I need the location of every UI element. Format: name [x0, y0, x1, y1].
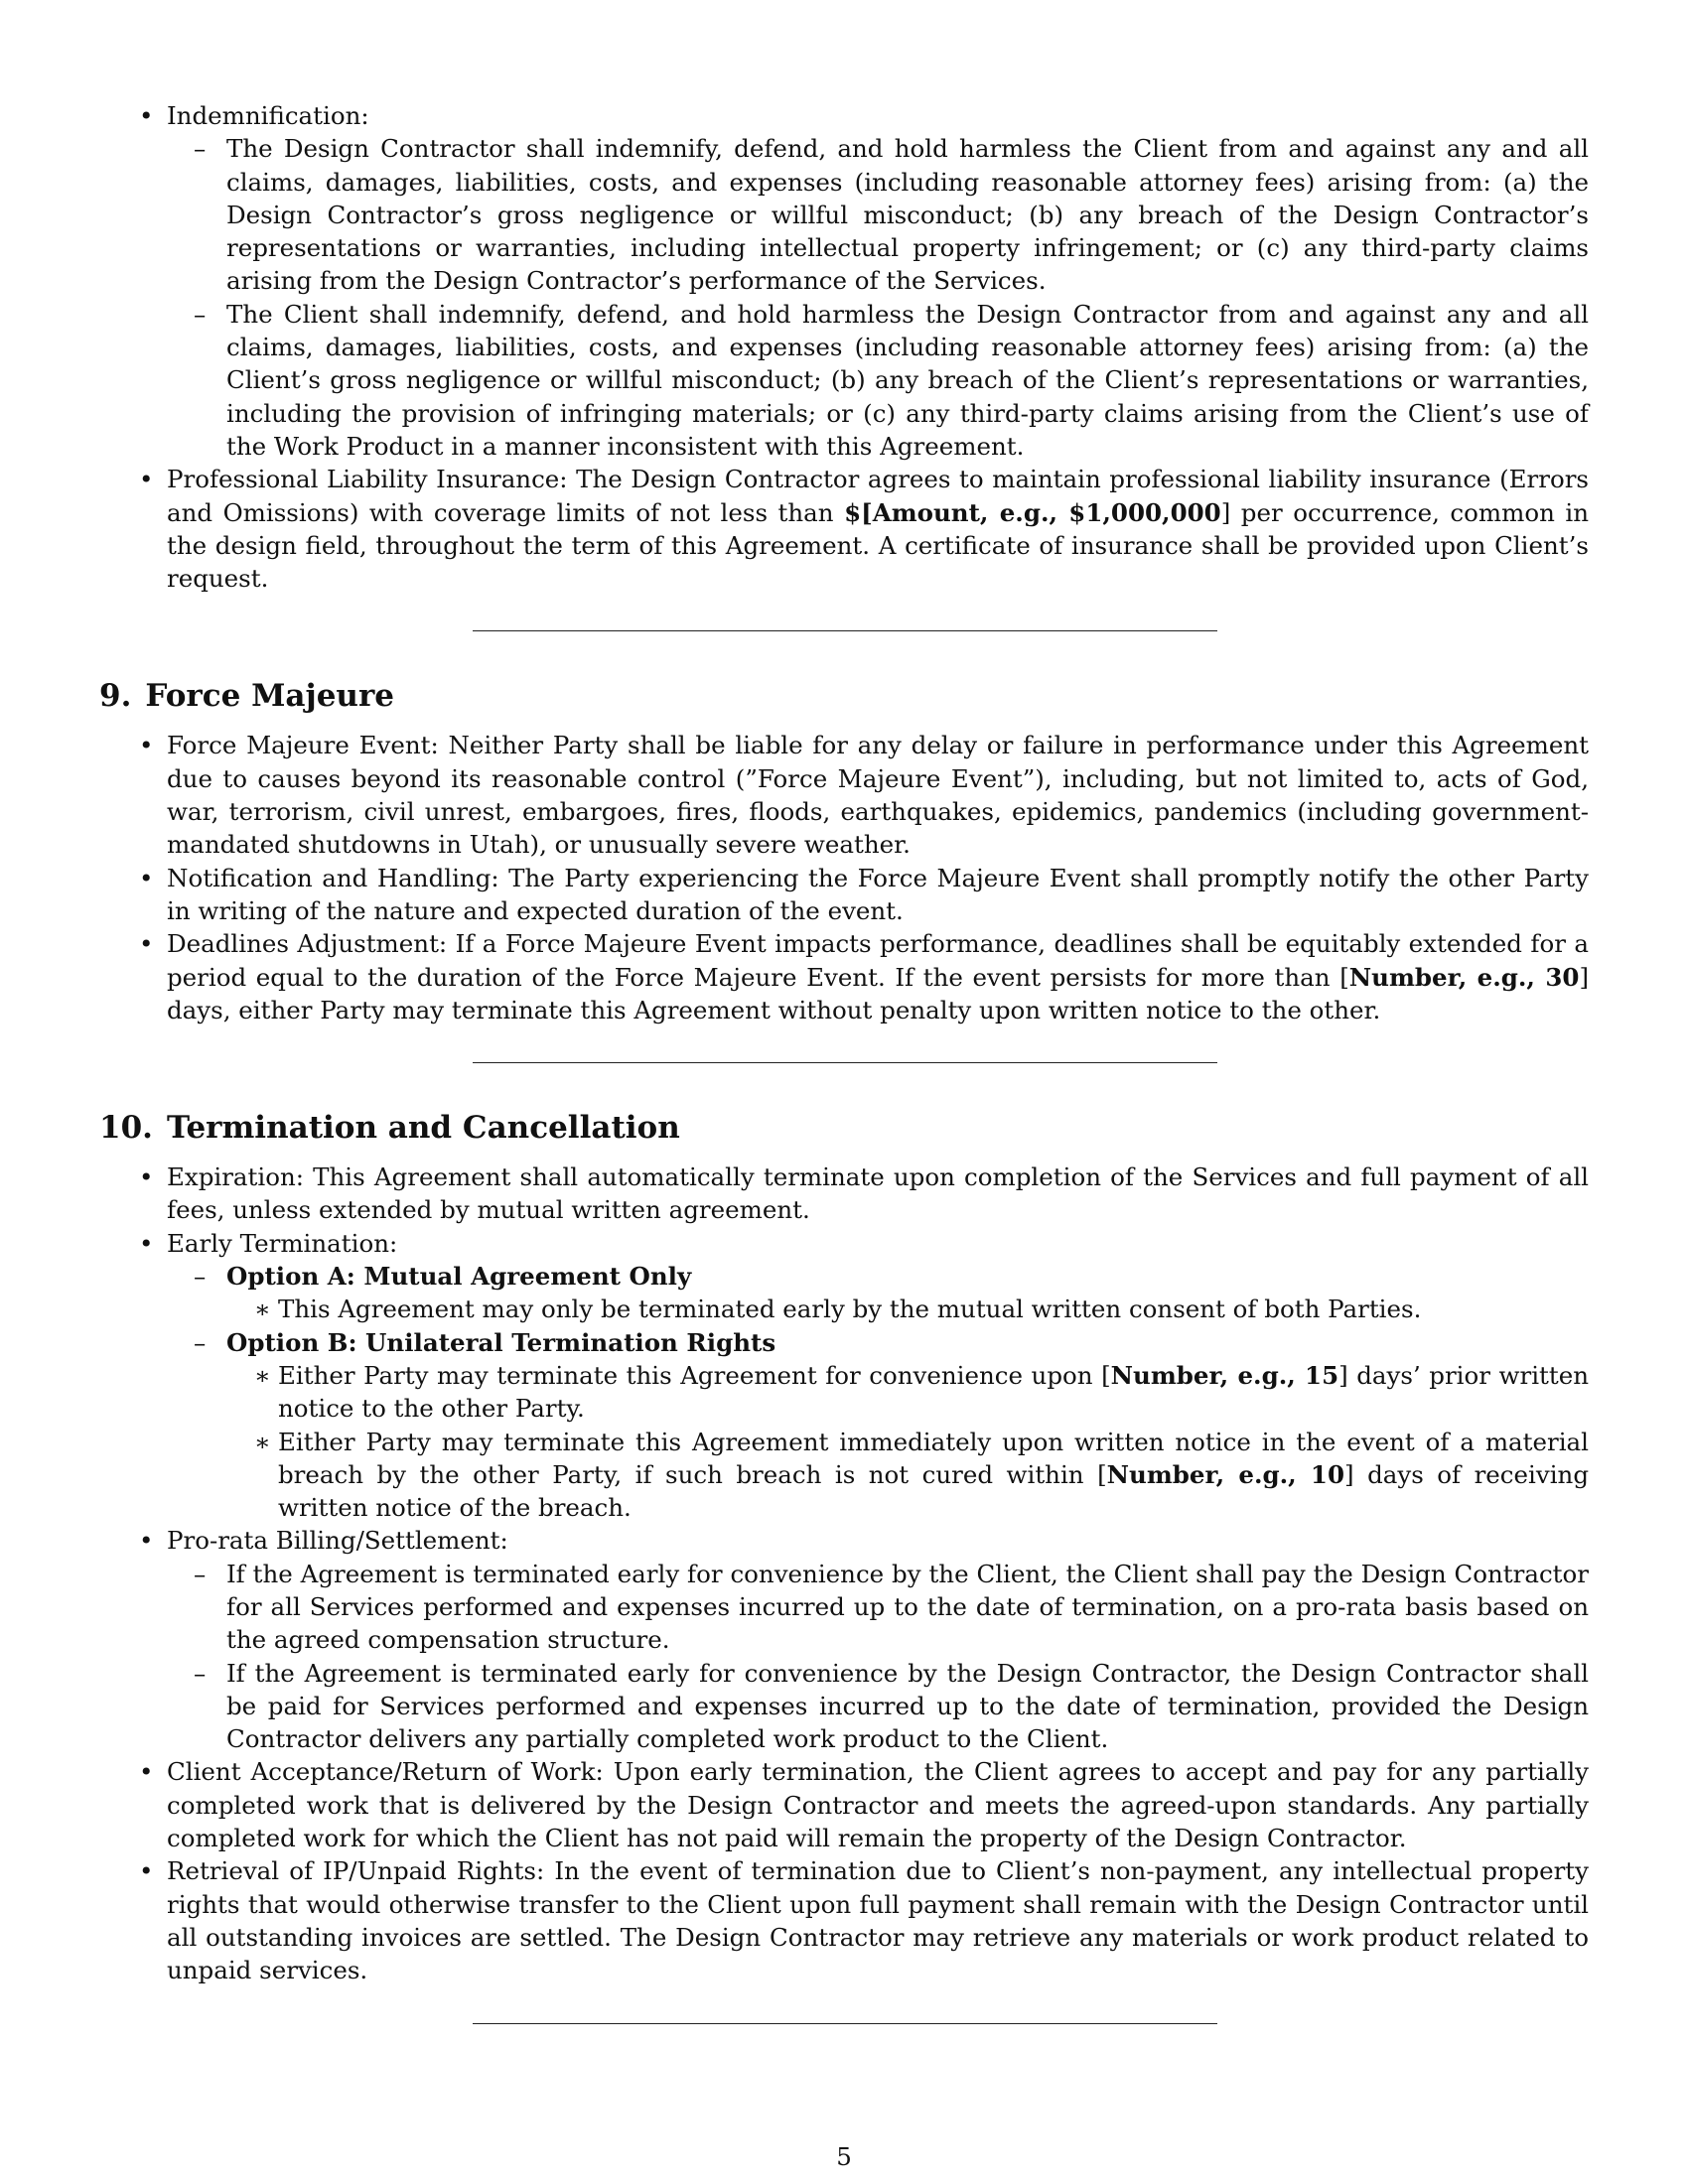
prorata-client-text: If the Agreement is terminated early for convenience by the Client, the Client shall pay the Design Contractor for all Services performed and expenses incurred up to the date of termination, on a pro-rata basis based on the agreed compensation structure.: [226, 1559, 1589, 1655]
section-divider: [473, 630, 1217, 631]
dash-marker: –: [194, 299, 207, 329]
section8-list: [99, 99, 1589, 595]
dash-marker: –: [194, 1262, 207, 1292]
section-heading-termination: [99, 1108, 1589, 1148]
list-item-notification: [99, 862, 1589, 928]
list-item-prorata: [99, 1524, 1589, 1755]
indemnification-label: Indemnification:: [167, 101, 369, 130]
notification-text: Notification and Handling: The Party experiencing the Force Majeure Event shall promptly notify the other Party in writing of the nature and expected duration of the event.: [167, 863, 1589, 925]
bullet-marker: •: [139, 929, 154, 959]
section-number: 9.: [99, 678, 132, 715]
prorata-sublist: [159, 1558, 1589, 1756]
bullet-marker: •: [139, 1757, 154, 1787]
early-termination-label: Early Termination:: [167, 1228, 398, 1258]
early-termination-options: [159, 1260, 1589, 1524]
section9-list: [99, 729, 1589, 1026]
option-b-convenience-number: Number, e.g., 15: [1110, 1360, 1339, 1390]
retrieval-text: Retrieval of IP/Unpaid Rights: In the event of termination due to Client’s non-payment, any intellectual property rights that would otherwise transfer to the Client upon full payment shall remain with the Design Contractor until all outstanding invoices are settled. The Design Contractor may retrieve any materials or work product related to unpaid services.: [167, 1856, 1589, 1985]
option-a-label: Option A: Mutual Agreement Only: [226, 1262, 692, 1292]
bullet-marker: •: [139, 465, 154, 494]
dash-marker: –: [194, 134, 207, 164]
bullet-marker: •: [139, 863, 154, 892]
list-item-contractor-indemnity: [159, 132, 1589, 297]
acceptance-text: Client Acceptance/Return of Work: Upon early termination, the Client agrees to accept and pay for any partially completed work that is delivered by the Design Contractor and meets the agreed-upon standards. Any partially completed work for which the Client has not paid will remain the property of the Design Contractor.: [167, 1757, 1589, 1853]
bullet-marker: •: [139, 1856, 154, 1886]
bullet-marker: •: [139, 1228, 154, 1258]
bullet-marker: •: [139, 1162, 154, 1192]
option-b-breach-number: Number, e.g., 10: [1106, 1459, 1345, 1489]
option-b-breach-post: ] days of receiving written notice of the breach.: [278, 1459, 1590, 1523]
option-a-text: This Agreement may only be terminated early by the mutual written consent of both Parties.: [278, 1295, 1422, 1324]
list-item-expiration: [99, 1160, 1589, 1227]
section-number: 10.: [99, 1110, 153, 1147]
option-b-sublist: [211, 1359, 1589, 1524]
list-item-force-majeure-event: [99, 729, 1589, 861]
list-item-early-termination: [99, 1227, 1589, 1525]
list-item-acceptance: [99, 1755, 1589, 1854]
list-item-indemnification: [99, 99, 1589, 463]
list-item-retrieval: [99, 1854, 1589, 1986]
force-majeure-event-text: Force Majeure Event: Neither Party shall be liable for any delay or failure in performance under this Agreement due to causes beyond its reasonable control (”Force Majeure Event”), including, but not limited to, acts of God, war, terrorism, civil unrest, embargoes, fires, floods, earthquakes, epidemics, pandemics (including government-mandated shutdowns in Utah), or unusually severe weather.: [167, 731, 1589, 860]
list-item-option-b: [159, 1326, 1589, 1525]
bullet-marker: •: [139, 101, 154, 130]
section-title: Termination and Cancellation: [166, 1110, 680, 1147]
insurance-amount-placeholder: $[Amount, e.g., $1,000,000: [844, 497, 1221, 527]
star-marker: ∗: [254, 1427, 271, 1456]
section-title: Force Majeure: [145, 678, 395, 715]
page-number: 5: [836, 2142, 852, 2171]
deadlines-text-pre: Deadlines Adjustment: If a Force Majeure Event impacts performance, deadlines shall be equitably extended for a period equal to the duration of the Force Majeure Event. If the event persists for more than [: [167, 929, 1589, 992]
document-page: [99, 99, 1589, 2024]
deadlines-text-post: ] days, either Party may terminate this Agreement without penalty upon written notice to the other.: [167, 962, 1589, 1024]
section-heading-force-majeure: [99, 676, 1589, 716]
indemnification-sublist: [159, 132, 1589, 463]
list-item-client-indemnity: [159, 298, 1589, 463]
dash-marker: –: [194, 1658, 207, 1688]
bullet-marker: •: [139, 1526, 154, 1556]
option-b-label: Option B: Unilateral Termination Rights: [226, 1327, 776, 1357]
star-marker: ∗: [254, 1360, 271, 1390]
star-marker: ∗: [254, 1295, 271, 1324]
dash-marker: –: [194, 1327, 207, 1357]
expiration-text: Expiration: This Agreement shall automatically terminate upon completion of the Services and full payment of all fees, unless extended by mutual written agreement.: [167, 1162, 1589, 1225]
option-a-sublist: [211, 1293, 1589, 1325]
prorata-label: Pro-rata Billing/Settlement:: [167, 1526, 508, 1556]
option-b-convenience-pre: Either Party may terminate this Agreement for convenience upon [: [278, 1360, 1111, 1390]
dash-marker: –: [194, 1559, 207, 1588]
deadlines-number-placeholder: Number, e.g., 30: [1348, 962, 1580, 992]
insurance-text-post: ] per occurrence, common in the design field, throughout the term of this Agreement. A certificate of insurance shall be provided upon Client’s request.: [167, 497, 1589, 594]
insurance-text-pre: Professional Liability Insurance: The Design Contractor agrees to maintain professional liability insurance (Errors and Omissions) with coverage limits of not less than: [167, 465, 1589, 527]
option-b-breach-pre: Either Party may terminate this Agreement immediately upon written notice in the event of a material breach by the other Party, if such breach is not cured within [: [278, 1427, 1589, 1489]
list-item-prorata-contractor: [159, 1657, 1589, 1756]
list-item-option-a: [159, 1260, 1589, 1326]
option-b-convenience-post: ] days’ prior written notice to the other Party.: [278, 1360, 1590, 1424]
section-divider: [473, 2023, 1217, 2024]
list-item-option-b-breach: [211, 1426, 1589, 1525]
list-item-option-a-text: [211, 1293, 1589, 1325]
prorata-contractor-text: If the Agreement is terminated early for convenience by the Design Contractor, the Design Contractor shall be paid for Services performed and expenses incurred up to the date of termination, provided the Design Contractor delivers any partially completed work product to the Client.: [226, 1658, 1589, 1754]
section-divider: [473, 1062, 1217, 1063]
contractor-indemnity-text: The Design Contractor shall indemnify, defend, and hold harmless the Client from and against any and all claims, damages, liabilities, costs, and expenses (including reasonable attorney fees) arising from: (a) the Design Contractor’s gross negligence or willful misconduct; (b) any breach of the Design Contractor’s representations or warranties, including intellectual property infringement; or (c) any third-party claims arising from the Design Contractor’s performance of the Services.: [226, 134, 1589, 296]
list-item-insurance: [99, 463, 1589, 595]
list-item-prorata-client: [159, 1558, 1589, 1657]
list-item-option-b-convenience: [211, 1359, 1589, 1426]
list-item-deadlines: [99, 927, 1589, 1026]
client-indemnity-text: The Client shall indemnify, defend, and hold harmless the Design Contractor from and against any and all claims, damages, liabilities, costs, and expenses (including reasonable attorney fees) arising from: (a) the Client’s gross negligence or willful misconduct; (b) any breach of the Client’s representations or warranties, including the provision of infringing materials; or (c) any third-party claims arising from the Client’s use of the Work Product in a manner inconsistent with this Agreement.: [226, 299, 1589, 461]
section10-list: [99, 1160, 1589, 1986]
bullet-marker: •: [139, 731, 154, 760]
